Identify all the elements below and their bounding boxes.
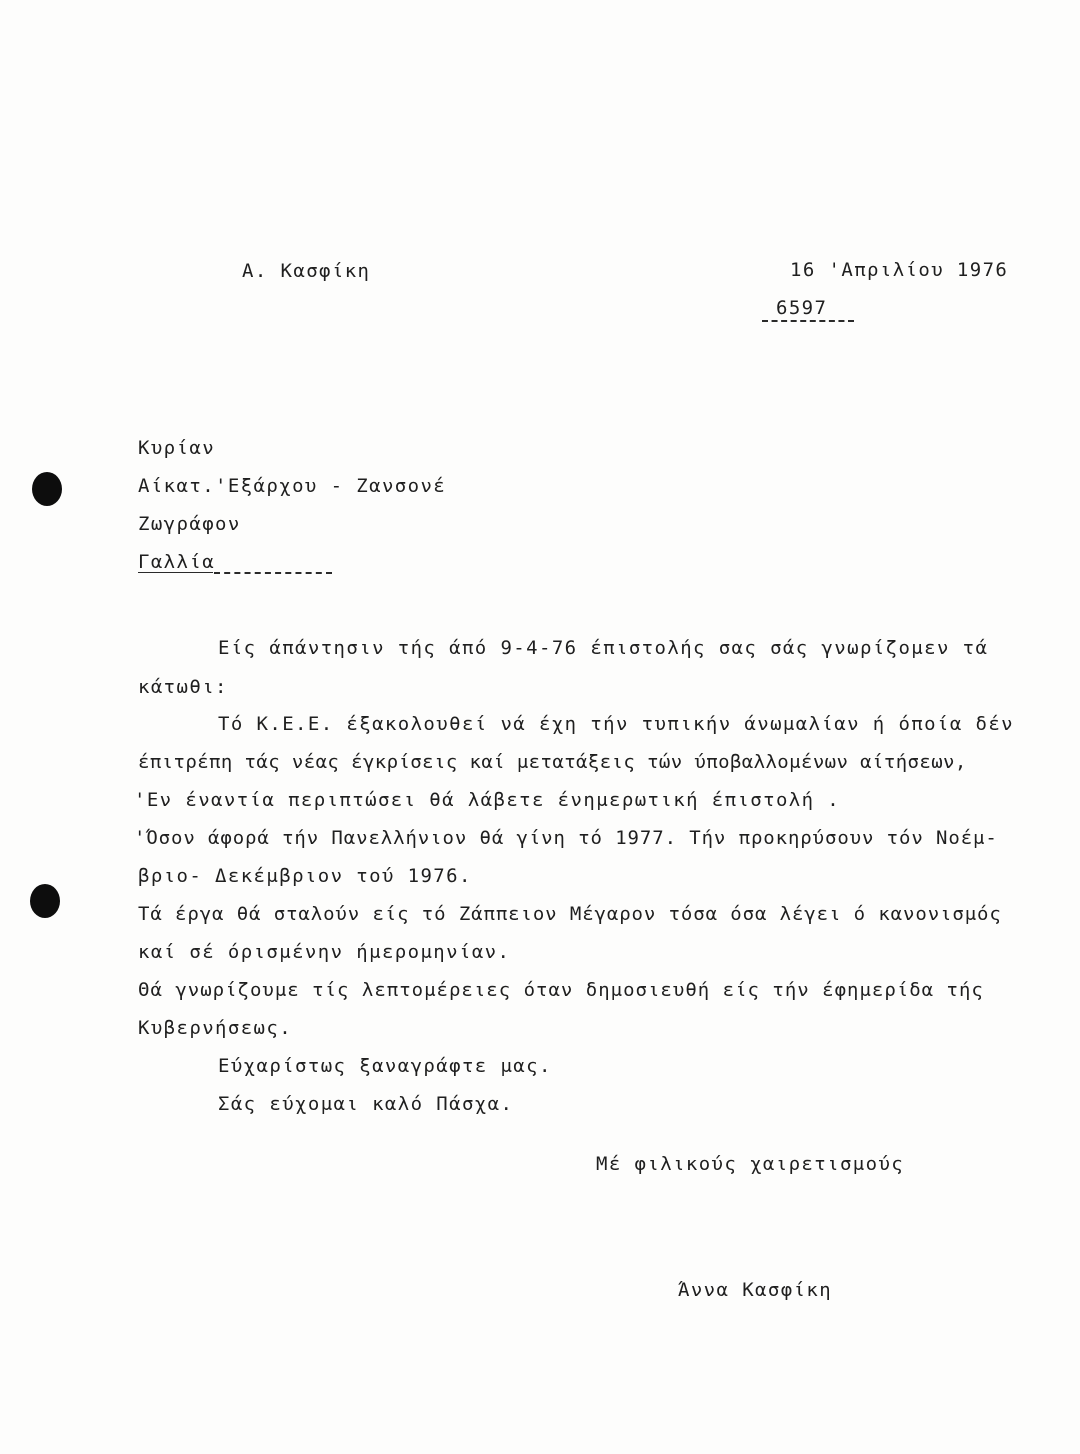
- punch-hole-top: [32, 472, 62, 506]
- country-underline-solid: [138, 572, 213, 573]
- reference-number: 6597: [776, 297, 828, 319]
- sender-name: Α. Κασφίκη: [242, 260, 371, 282]
- body-line: Θά γνωρίζουμε τίς λεπτομέρειες όταν δημοσιευθή είς τήν έφημερίδα τής: [138, 979, 984, 1001]
- body-line: 'Όσον άφορά τήν Πανελλήνιον θά γίνη τό 1977. Τήν προκηρύσουν τόν Νοέμ-: [134, 827, 998, 849]
- reference-underline: [762, 320, 854, 322]
- recipient-country: Γαλλία: [138, 551, 216, 573]
- letter-date: 16 'Απριλίου 1976: [790, 259, 1009, 281]
- country-underline-dashed: [214, 572, 332, 574]
- body-line: 'Εν έναντία περιπτώσει θά λάβετε ένημερωτική έπιστολή .: [134, 789, 841, 811]
- closing-salutation: Μέ φιλικούς χαιρετισμούς: [596, 1153, 905, 1175]
- body-line: Τό Κ.Ε.Ε. έξακολουθεί νά έχη τήν τυπικήν άνωμαλίαν ή όποία δέν: [218, 713, 1015, 735]
- body-line: Εύχαρίστως ξαναγράφτε μας.: [218, 1055, 552, 1077]
- body-line: Σάς εύχομαι καλό Πάσχα.: [218, 1093, 514, 1115]
- body-line: Τά έργα θά σταλούν είς τό Ζάππειον Μέγαρον τόσα όσα λέγει ό κανονισμός: [138, 903, 1002, 925]
- recipient-name: Αίκατ.'Εξάρχου - Ζανσονέ: [138, 475, 447, 497]
- body-line: βριο- Δεκέμβριον τού 1976.: [138, 865, 472, 887]
- body-line: κάτωθι:: [138, 676, 228, 698]
- punch-hole-bottom: [30, 884, 60, 918]
- body-line: Είς άπάντησιν τής άπό 9-4-76 έπιστολής σας σάς γνωρίζομεν τά: [218, 637, 989, 659]
- recipient-profession: Ζωγράφον: [138, 513, 241, 535]
- recipient-title: Κυρίαν: [138, 437, 216, 459]
- body-line: έπιτρέπη τάς νέας έγκρίσεις καί μετατάξεις τών ύποβαλλομένων αίτήσεων,: [138, 751, 967, 773]
- body-line: καί σέ όρισμένην ήμερομηνίαν.: [138, 941, 511, 963]
- body-line: Κυβερνήσεως.: [138, 1017, 293, 1039]
- signature-name: Άννα Κασφίκη: [678, 1279, 833, 1301]
